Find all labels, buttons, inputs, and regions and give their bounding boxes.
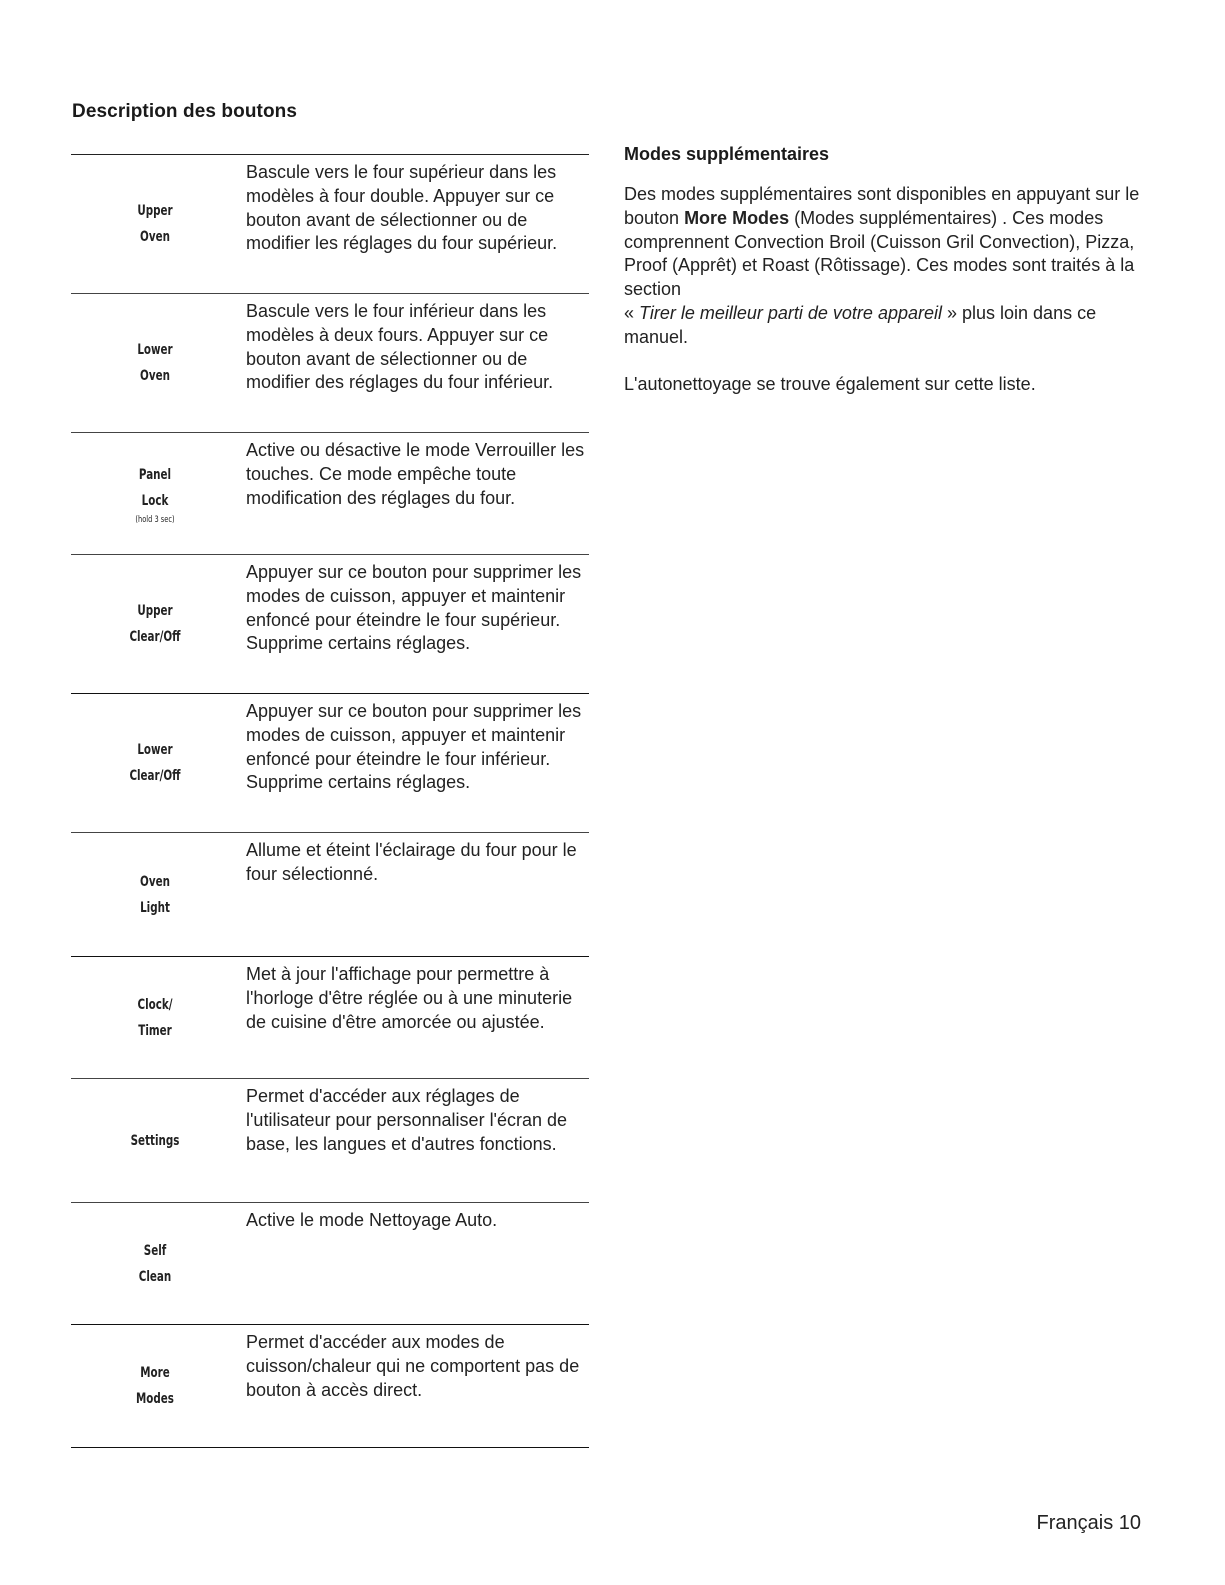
- button-label-line: Timer: [138, 1022, 172, 1039]
- button-label-line: Clock/: [137, 996, 173, 1013]
- button-label: [86, 1325, 224, 1447]
- more-modes-paragraph: [624, 183, 1144, 350]
- button-label: [86, 155, 224, 293]
- table-row: [71, 294, 589, 433]
- paragraph-text: (Modes supplémentaires) . Ces modes comprennent Convection Broil (Cuisson Gril Convection), Pizza, Proof (Apprêt) et Roast (Rôtissage). Ces modes sont traités à la section: [624, 207, 1135, 300]
- button-label-line: Oven: [140, 368, 170, 384]
- paragraph-text: plus loin dans ce manuel.: [624, 302, 1097, 347]
- button-label-line: Oven: [140, 229, 170, 245]
- button-label: [86, 1203, 224, 1324]
- button-description-table: [71, 154, 589, 1448]
- more-modes-section: [624, 144, 1144, 396]
- button-description: Allume et éteint l'éclairage du four pour le four sélectionné.: [246, 840, 577, 884]
- table-row: [71, 1325, 589, 1448]
- button-label-line: Light: [140, 899, 170, 916]
- section-title: Description des boutons: [72, 101, 298, 122]
- table-row: [71, 433, 589, 555]
- table-row: [71, 1079, 589, 1203]
- page-number: Français 10: [1036, 1512, 1141, 1534]
- button-label: [86, 833, 224, 956]
- button-label: [86, 1079, 224, 1202]
- button-label-line: Modes: [136, 1391, 174, 1407]
- button-label-line: Clear/Off: [129, 768, 181, 784]
- button-description: Permet d'accéder aux réglages de l'utilisateur pour personnaliser l'écran de base, les langues et d'autres fonctions.: [246, 1086, 568, 1154]
- button-label: [86, 555, 224, 693]
- button-label-line: Clear/Off: [129, 629, 181, 645]
- button-label: [86, 294, 224, 432]
- button-label-line: Self: [143, 1242, 167, 1259]
- button-label-line: Oven: [140, 873, 170, 890]
- button-label-line: Clean: [138, 1268, 172, 1285]
- button-label-line: Upper: [137, 603, 173, 619]
- table-row: [71, 694, 589, 833]
- table-row: [71, 555, 589, 694]
- button-label: [86, 694, 224, 832]
- button-label-note: (hold 3 sec): [135, 514, 175, 525]
- button-description: Met à jour l'affichage pour permettre à l'horloge d'être réglée ou à une minuterie de cuisine d'être amorcée ou ajustée.: [246, 964, 573, 1032]
- button-label-line: Lock: [141, 492, 169, 509]
- section-reference: Tirer le meilleur parti de votre appareil: [639, 302, 942, 323]
- button-label: [86, 433, 224, 554]
- button-description: Permet d'accéder aux modes de cuisson/chaleur qui ne comportent pas de bouton à accès direct.: [246, 1332, 580, 1400]
- button-label-line: Upper: [137, 203, 173, 219]
- button-description: Active le mode Nettoyage Auto.: [246, 1210, 498, 1230]
- button-description: Appuyer sur ce bouton pour supprimer les modes de cuisson, appuyer et maintenir enfoncé pour éteindre le four inférieur. Supprime certains réglages.: [246, 701, 582, 793]
- button-label-line: More: [140, 1365, 170, 1381]
- button-description: Appuyer sur ce bouton pour supprimer les modes de cuisson, appuyer et maintenir enfoncé pour éteindre le four supérieur. Supprime certains réglages.: [246, 562, 582, 654]
- button-description: Bascule vers le four supérieur dans les modèles à four double. Appuyer sur ce bouton avant de sélectionner ou de modifier les réglages du four supérieur.: [246, 162, 558, 254]
- quote-open: «: [624, 302, 640, 323]
- self-clean-note: L'autonettoyage se trouve également sur cette liste.: [624, 373, 1036, 394]
- button-label-line: Lower: [137, 742, 173, 758]
- button-label: [86, 957, 224, 1078]
- quote-close: »: [941, 302, 957, 323]
- more-modes-title: Modes supplémentaires: [624, 144, 830, 164]
- table-row: [71, 957, 589, 1079]
- table-row: [71, 155, 589, 294]
- button-description: Active ou désactive le mode Verrouiller les touches. Ce mode empêche toute modification des réglages du four.: [246, 440, 585, 508]
- paragraph-text: Des modes supplémentaires sont disponibles en appuyant sur le bouton: [624, 184, 1140, 228]
- button-label-line: Settings: [130, 1132, 180, 1149]
- table-row: [71, 833, 589, 957]
- button-label-line: Panel: [138, 466, 172, 483]
- table-row: [71, 1203, 589, 1325]
- button-description: Bascule vers le four inférieur dans les modèles à deux fours. Appuyer sur ce bouton avant de sélectionner ou de modifier des réglages du four inférieur.: [246, 301, 554, 393]
- button-label-line: Lower: [137, 342, 173, 358]
- more-modes-bold: More Modes: [684, 207, 790, 228]
